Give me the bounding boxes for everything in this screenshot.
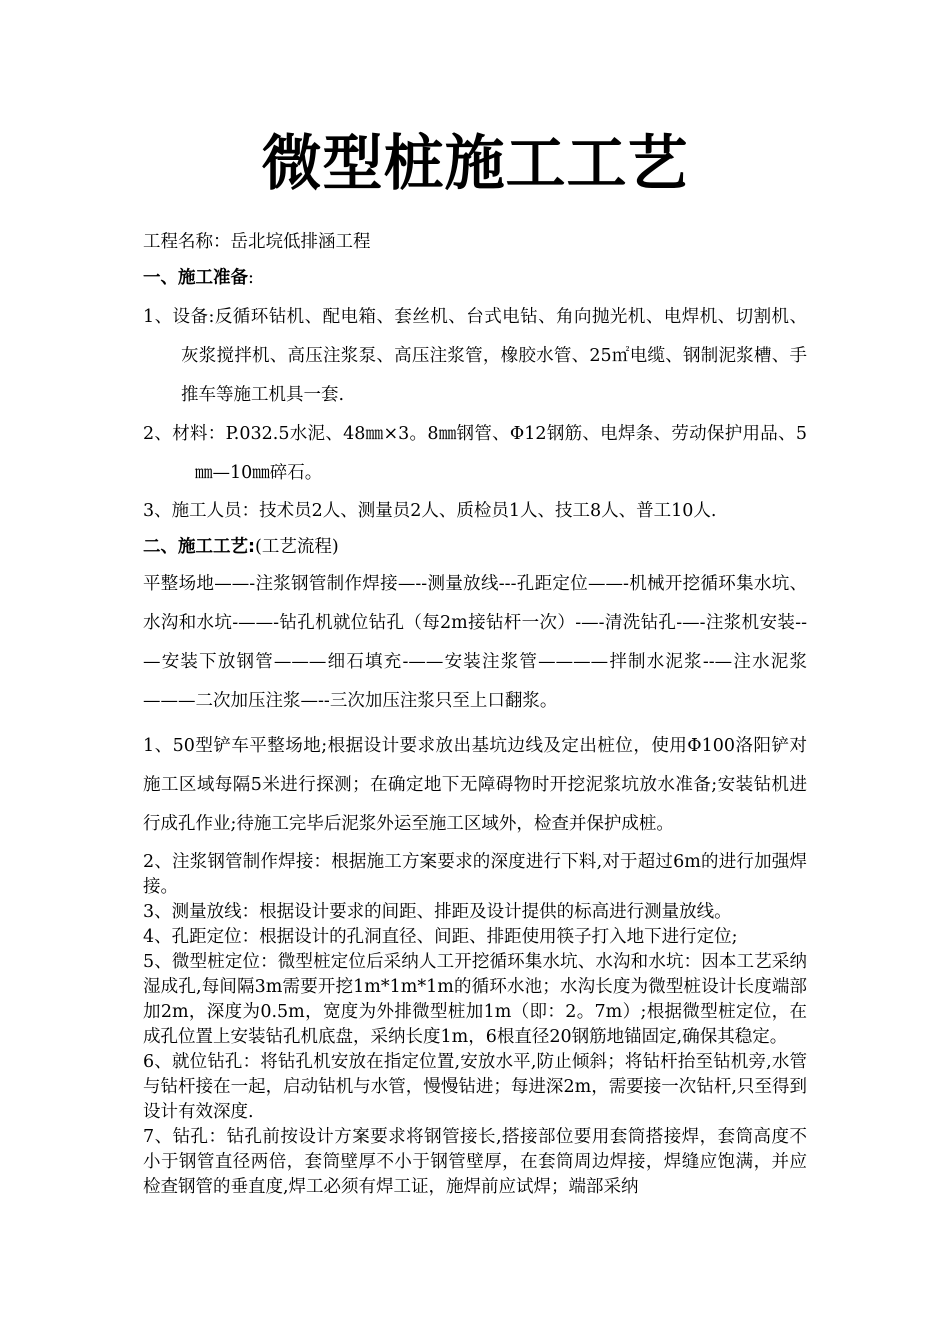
- section-heading-preparation: [143, 260, 807, 296]
- project-name: 工程名称：岳北垸低排涵工程: [143, 232, 371, 252]
- prep-item-materials: 2、材料：P.032.5水泥、48㎜×3。8㎜钢管、Φ12钢筋、电焊条、劳动保护用品、5㎜—10㎜碎石。: [143, 424, 807, 483]
- section-heading-process: [143, 529, 807, 565]
- prep-item-personnel: 3、施工人员：技术员2人、测量员2人、质检员1人、技工8人、普工10人.: [143, 501, 717, 521]
- process-step-6: 6、就位钻孔：将钻孔机安放在指定位置,安放水平,防止倾斜；将钻杆抬至钻机旁,水管与钻杆接在一起，启动钻机与水管，慢慢钻进；每进深2m，需要接一次钻杆,只至得到设计有效深度.: [143, 1052, 807, 1122]
- section-heading-text: 二、施工工艺:: [143, 537, 255, 557]
- process-step-2: 2、注浆钢管制作焊接：根据施工方案要求的深度进行下料,对于超过6m的进行加强焊接。: [143, 852, 807, 897]
- process-step-3: 3、测量放线：根据设计要求的间距、排距及设计提供的标高进行测量放线。: [143, 902, 732, 922]
- process-step-7: 7、钻孔：钻孔前按设计方案要求将钢管接长,搭接部位要用套筒搭接焊，套筒高度不小于钢管直径两倍，套筒壁厚不小于钢管壁厚，在套筒周边焊接，焊缝应饱满，并应检查钢管的垂直度,焊工必须有焊工证，施焊前应试焊；端部采纳: [143, 1127, 807, 1197]
- process-step-1: 1、50型铲车平整场地;根据设计要求放出基坑边线及定出桩位，使用Φ100洛阳铲对施工区域每隔5米进行探测；在确定地下无障碍物时开挖泥浆坑放水准备;安装钻机进行成孔作业;待施工完毕后泥浆外运至施工区域外，检查并保护成桩。: [143, 736, 807, 834]
- process-flow: 平整场地——-注浆钢管制作焊接—--测量放线---孔距定位——-机械开挖循环集水坑、水沟和水坑-——-钻孔机就位钻孔（每2m接钻杆一次）-—-清洗钻孔-—-注浆机安装--—安装下放钢管———细石填充-——安装注浆管————拌制水泥浆--—注水泥浆———二次加压注浆—--三次加压注浆只至上口翻浆。: [143, 574, 807, 711]
- prep-item-equipment: 1、设备:反循环钻机、配电箱、套丝机、台式电钻、角向抛光机、电焊机、切割机、灰浆搅拌机、高压注浆泵、高压注浆管，橡胶水管、25㎡电缆、钢制泥浆槽、手推车等施工机具一套.: [143, 307, 807, 405]
- section-heading-suffix: :: [248, 268, 254, 288]
- document-title: 微型桩施工工艺: [261, 129, 689, 199]
- process-step-5: 5、微型桩定位：微型桩定位后采纳人工开挖循环集水坑、水沟和水坑：因本工艺采纳湿成孔,每间隔3m需要开挖1m*1m*1m的循环水池；水沟长度为微型桩设计长度端部加2m，深度为0.5m，宽度为外排微型桩加1m（即：2。7m）;根据微型桩定位，在成孔位置上安装钻孔机底盘，采纳长度1m，6根直径20钢筋地锚固定,确保其稳定。: [143, 952, 807, 1047]
- section-heading-text: 一、施工准备: [143, 268, 248, 288]
- document-body: [143, 224, 807, 1200]
- process-step-4: 4、孔距定位：根据设计的孔洞直径、间距、排距使用筷子打入地下进行定位;: [143, 927, 738, 947]
- section-heading-suffix: (工艺流程): [255, 537, 339, 557]
